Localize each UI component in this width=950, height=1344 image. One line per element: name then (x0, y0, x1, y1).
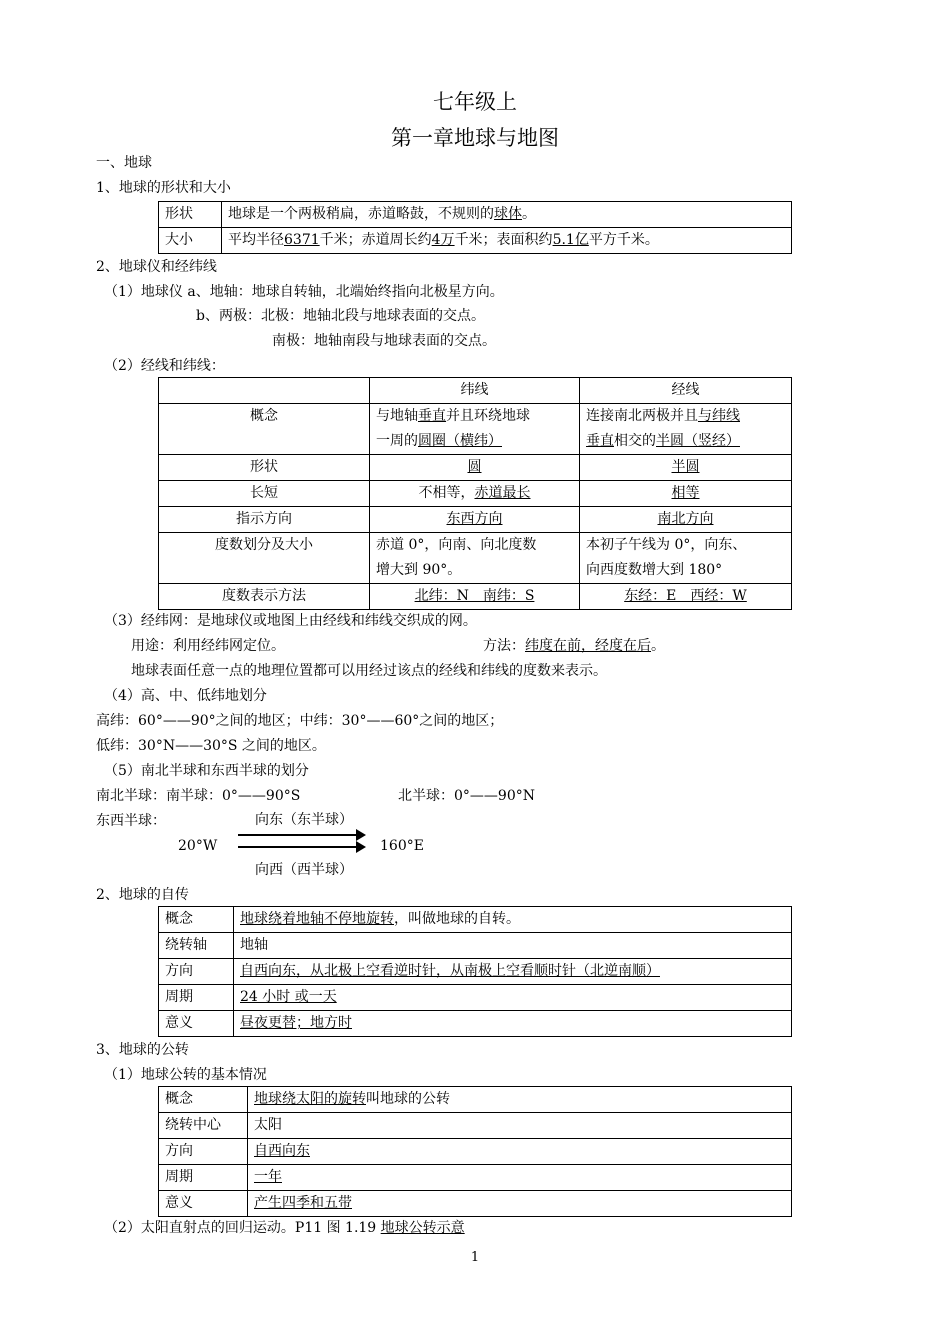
text-line: （2）太阳直射点的回归运动。P11 图 1.19 地球公转示意 (104, 1220, 465, 1236)
east-arrow (238, 834, 364, 836)
chapter-title: 第一章地球与地图 (391, 126, 559, 150)
subsection-heading: 2、地球仪和经纬线 (96, 259, 217, 275)
text-line: （4）高、中、低纬地划分 (104, 688, 267, 704)
row-label: 概念 (159, 404, 370, 455)
shape-size-table (158, 201, 792, 254)
row-label: 方向 (159, 1139, 248, 1165)
east-hemisphere-label: 向东（东半球） (255, 812, 353, 828)
text-line: 南北半球：南半球：0°——90°S (96, 788, 301, 804)
table-cell: 平均半径6371千米；赤道周长约4万千米；表面积约5.1亿平方千米。 (222, 228, 792, 254)
column-header: 经线 (580, 378, 792, 404)
table-cell: 南北方向 (580, 507, 792, 533)
text-line: 北半球：0°——90°N (398, 788, 535, 804)
table-cell: 地轴 (234, 933, 792, 959)
text-line: （2）经线和纬线： (104, 358, 225, 374)
row-label: 周期 (159, 1165, 248, 1191)
table-cell: 连接南北两极并且与纬线 垂直相交的半圆（竖经） (580, 404, 792, 455)
table-cell: 24 小时 或一天 (234, 985, 792, 1011)
table-cell: 自西向东 (248, 1139, 792, 1165)
table-cell: 地球是一个两极稍扁，赤道略鼓，不规则的球体。 (222, 202, 792, 228)
table-cell: 太阳 (248, 1113, 792, 1139)
row-label: 大小 (159, 228, 222, 254)
row-label: 意义 (159, 1191, 248, 1217)
west-boundary-label: 20°W (178, 838, 218, 854)
text-line: 低纬：30°N——30°S 之间的地区。 (96, 738, 326, 754)
row-label: 度数划分及大小 (159, 533, 370, 584)
text-line: 方法：纬度在前，经度在后。 (483, 638, 665, 654)
table-cell: 相等 (580, 481, 792, 507)
east-boundary-label: 160°E (380, 838, 424, 854)
table-cell: 自西向东，从北极上空看逆时针，从南极上空看顺时针（北逆南顺） (234, 959, 792, 985)
table-cell: 昼夜更替；地方时 (234, 1011, 792, 1037)
text-line: 地球表面任意一点的地理位置都可以用经过该点的经线和纬线的度数来表示。 (131, 663, 607, 679)
text-line: （1）地球仪 a、地轴：地球自转轴，北端始终指向北极星方向。 (104, 284, 504, 300)
column-header: 纬线 (370, 378, 580, 404)
section-heading: 一、地球 (96, 155, 152, 171)
text-line: （1）地球公转的基本情况 (104, 1067, 267, 1083)
row-label: 绕转轴 (159, 933, 234, 959)
rotation-table (158, 906, 792, 1037)
table-cell: 圆 (370, 455, 580, 481)
page-title: 七年级上 (433, 90, 517, 114)
row-label: 形状 (159, 455, 370, 481)
subsection-heading: 2、地球的自传 (96, 887, 189, 903)
row-label: 意义 (159, 1011, 234, 1037)
table-cell: 产生四季和五带 (248, 1191, 792, 1217)
table-cell: 地球绕太阳的旋转叫地球的公转 (248, 1087, 792, 1113)
table-cell: 地球绕着地轴不停地旋转，叫做地球的自转。 (234, 907, 792, 933)
meridian-parallel-table (158, 377, 792, 610)
row-label: 形状 (159, 202, 222, 228)
east-arrow (238, 846, 364, 848)
row-label: 指示方向 (159, 507, 370, 533)
row-label: 方向 (159, 959, 234, 985)
subsection-heading: 1、地球的形状和大小 (96, 180, 231, 196)
text-line: （3）经纬网：是地球仪或地图上由经线和纬线交织成的网。 (104, 613, 477, 629)
table-cell: 与地轴垂直并且环绕地球 一周的圆圈（横纬） (370, 404, 580, 455)
row-label: 绕转中心 (159, 1113, 248, 1139)
table-cell: 一年 (248, 1165, 792, 1191)
text-line: 南极：地轴南段与地球表面的交点。 (272, 333, 496, 349)
west-hemisphere-label: 向西（西半球） (255, 862, 353, 878)
subsection-heading: 3、地球的公转 (96, 1042, 189, 1058)
table-cell: 本初子午线为 0°，向东、 向西度数增大到 180° (580, 533, 792, 584)
table-cell: 不相等，赤道最长 (370, 481, 580, 507)
row-label: 概念 (159, 907, 234, 933)
page-number: 1 (470, 1250, 480, 1265)
row-label: 概念 (159, 1087, 248, 1113)
row-label: 周期 (159, 985, 234, 1011)
table-cell: 赤道 0°，向南、向北度数 增大到 90°。 (370, 533, 580, 584)
table-cell: 东经：E 西经：W (580, 584, 792, 610)
text-line: 用途：利用经纬网定位。 (131, 638, 285, 654)
table-cell: 东西方向 (370, 507, 580, 533)
row-label: 长短 (159, 481, 370, 507)
revolution-table (158, 1086, 792, 1217)
table-cell: 北纬：N 南纬：S (370, 584, 580, 610)
text-line: （5）南北半球和东西半球的划分 (104, 763, 309, 779)
row-label: 度数表示方法 (159, 584, 370, 610)
table-cell: 半圆 (580, 455, 792, 481)
text-line: 高纬：60°——90°之间的地区；中纬：30°——60°之间的地区； (96, 713, 504, 729)
text-line: 东西半球： (96, 813, 166, 829)
text-line: b、两极：北极：地轴北段与地球表面的交点。 (196, 308, 485, 324)
